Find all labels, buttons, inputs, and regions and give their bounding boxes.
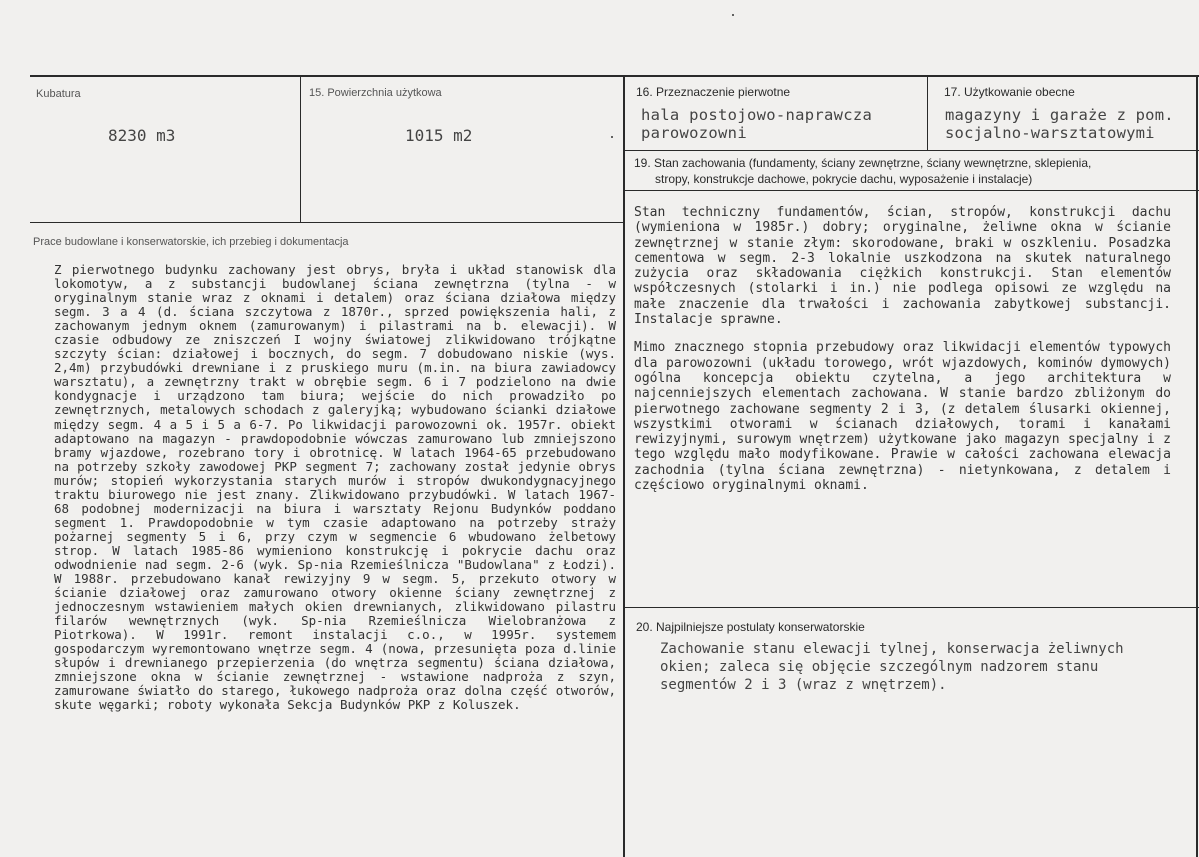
przeznaczenie-label: 16. Przeznaczenie pierwotne xyxy=(636,85,791,99)
top-border-line xyxy=(30,75,1199,77)
powierzchnia-label: 15. Powierzchnia użytkowa xyxy=(309,87,442,99)
stan-paragraph-1: Stan techniczny fundamentów, ścian, stropów, konstrukcji dachu (wymieniona w 1985r.) dobry; oryginalne, żeliwne okna w ścianie zewnętrznej w stanie złym: skorodowane, braki w oszkleniu. Posadzka cementowa w segm. 2-3 lokalnie uszkodzona na skutek naturalnego zużycia oraz składowania ciężkich konstrukcji. Stan elementów współczesnych (stolarki i in.) nie podlega opisowi ze względu na małe znaczenie dla trwałości i zachowania zabytkowej substancji. Instalacje sprawne. xyxy=(634,205,1171,328)
scan-dot xyxy=(732,14,734,16)
kubatura-value: 8230 m3 xyxy=(108,126,176,145)
prace-label: Prace budowlane i konserwatorskie, ich przebieg i dokumentacja xyxy=(33,236,349,248)
border-under-przeznaczenie xyxy=(624,150,1199,151)
border-under-stan-header xyxy=(624,190,1199,191)
powierzchnia-value: 1015 m2 xyxy=(405,126,473,145)
postulaty-label: 20. Najpilniejsze postulaty konserwatorskie xyxy=(636,620,865,634)
prace-text: Z pierwotnego budynku zachowany jest obrys, bryła i układ stanowisk dla lokomotyw, a z substancji budowlanej ściana zewnętrzna (tylna - w oryginalnym stanie wraz z oknami i detalem) oraz ściana działowa między segm. 3 a 4 (d. ściana szczytowa z 1870r., sprzed powiększenia hali, z zachowanym jednym oknem (zamurowanym) i pilastrami na b. elewacji). W czasie odbudowy ze zniszczeń I wojny światowej zlikwidowano trójkątne szczyty ścian: działowej i bocznych, do segm. 7 dobudowano niskie (wys. 2,4m) przybudówki drewniane i z pruskiego muru (m.in. na biura zawiadowcy warsztatu), a zewnętrzny trakt w obrębie segm. 6 i 7 podzielono na dwie kondygnacje i urządzono tam biura; wejście do nich prowadziło po zewnętrznych, metalowych schodach z galeryjką; wybudowano ścianki działowe między segm. 4 a 5 i 5 a 6-7. Po likwidacji parowozowni ok. 1957r. obiekt adaptowano na magazyn - prawdopodobnie wówczas zamurowano lub zmniejszono bramy wjazdowe, rozebrano tory i obrotnicę. W latach 1964-65 przebudowano na potrzeby szkoły zawodowej PKP segment 7; zachowany został jedynie obrys murów; stopień wykorzystania starych murów i stropów dwukondygnacyjnego traktu biurowego nie jest znany. Zlikwidowano przybudówki. W latach 1967-68 podobnej modernizacji na biura i warsztaty Rejonu Budynków poddano segment 1. Prawdopodobnie w tym czasie adaptowano na potrzeby straży pożarnej segmenty 5 i 6, przy czym w segmencie 6 wbudowano żelbetowy strop. W latach 1985-86 wymieniono konstrukcję i pokrycie dachu oraz odwodnienie nad segm. 2-6 (wyk. Sp-nia Rzemieślnicza "Budowlana" z Łodzi). W 1988r. przebudowano kanał rewizyjny 9 w segm. 5, przekuto otwory w ścianie działowej oraz zamurowano otwory okienne ściany zewnętrznej z jednoczesnym wstawieniem małych okien drewnianych, zlikwidowano pilastru filarów wewnętrznych (wyk. Sp-nia Rzemieślnicza Wielobranżowa z Piotrkowa). W 1991r. remont instalacji c.o., w 1995r. systemem gospodarczym wyremontowano wnętrze segm. 4 (nowa, przesunięta poza d.linie słupów i drewnianego przepierzenia (do wnętrza segmentu) ściana działowa, zmniejszone okna w ścianie zewnętrznej - wstawione nadproża z szyn, zamurowane światło do starego, łukowego nadproża oraz dolna część otworów, skute węgarki; roboty wykonała Sekcja Budynków PKP z Koluszek. xyxy=(54,262,616,713)
divider-przeznaczenie-uzytkowanie xyxy=(927,76,928,150)
divider-left-right-columns xyxy=(623,76,625,857)
przeznaczenie-value-line1: hala postojowo-naprawcza xyxy=(641,106,873,124)
uzytkowanie-value-line1: magazyny i garaże z pom. xyxy=(945,106,1174,124)
uzytkowanie-label: 17. Użytkowanie obecne xyxy=(944,85,1075,99)
divider-kubatura-powierzchnia xyxy=(300,76,301,222)
stan-label-line2: stropy, konstrukcje dachowe, pokrycie dachu, wyposażenie i instalacje) xyxy=(655,172,1033,186)
scan-dot xyxy=(611,136,613,138)
border-under-kubatura xyxy=(30,222,624,223)
postulaty-text: Zachowanie stanu elewacji tylnej, konserwacja żeliwnych okien; zaleca się objęcie szczególnym nadzorem stanu segmentów 2 i 3 (wraz z wnętrzem). xyxy=(660,641,1124,693)
border-under-stan-body xyxy=(624,607,1199,608)
stan-text xyxy=(634,205,1171,493)
stan-label-line1: 19. Stan zachowania (fundamenty, ściany zewnętrzne, ściany wewnętrzne, sklepienia, xyxy=(634,156,1092,170)
przeznaczenie-value-line2: parowozowni xyxy=(641,124,747,142)
kubatura-label: Kubatura xyxy=(36,88,81,100)
right-edge-line xyxy=(1196,76,1198,857)
uzytkowanie-value-line2: socjalno-warsztatowymi xyxy=(945,124,1155,142)
stan-paragraph-2: Mimo znacznego stopnia przebudowy oraz likwidacji elementów typowych dla parowozowni (układu torowego, wrót wjazdowych, kominów dymowych) ogólna koncepcja obiektu czytelna, a jego architektura w najcenniejszych elementach zachowana. W stanie bardzo zbliżonym do pierwotnego zachowane segmenty 2 i 3, (z detalem ślusarki okiennej, wszystkimi otworami w ścianach działowych, torami i kanałami rewizyjnymi, surowym wnętrzem) użytkowane jako magazyn specjalny i z tego względu mało modyfikowane. Prawie w całości zachowana elewacja zachodnia (tylna ściana zewnętrzna) - nietynkowana, z detalem i częściowo oryginalnymi oknami. xyxy=(634,340,1171,494)
